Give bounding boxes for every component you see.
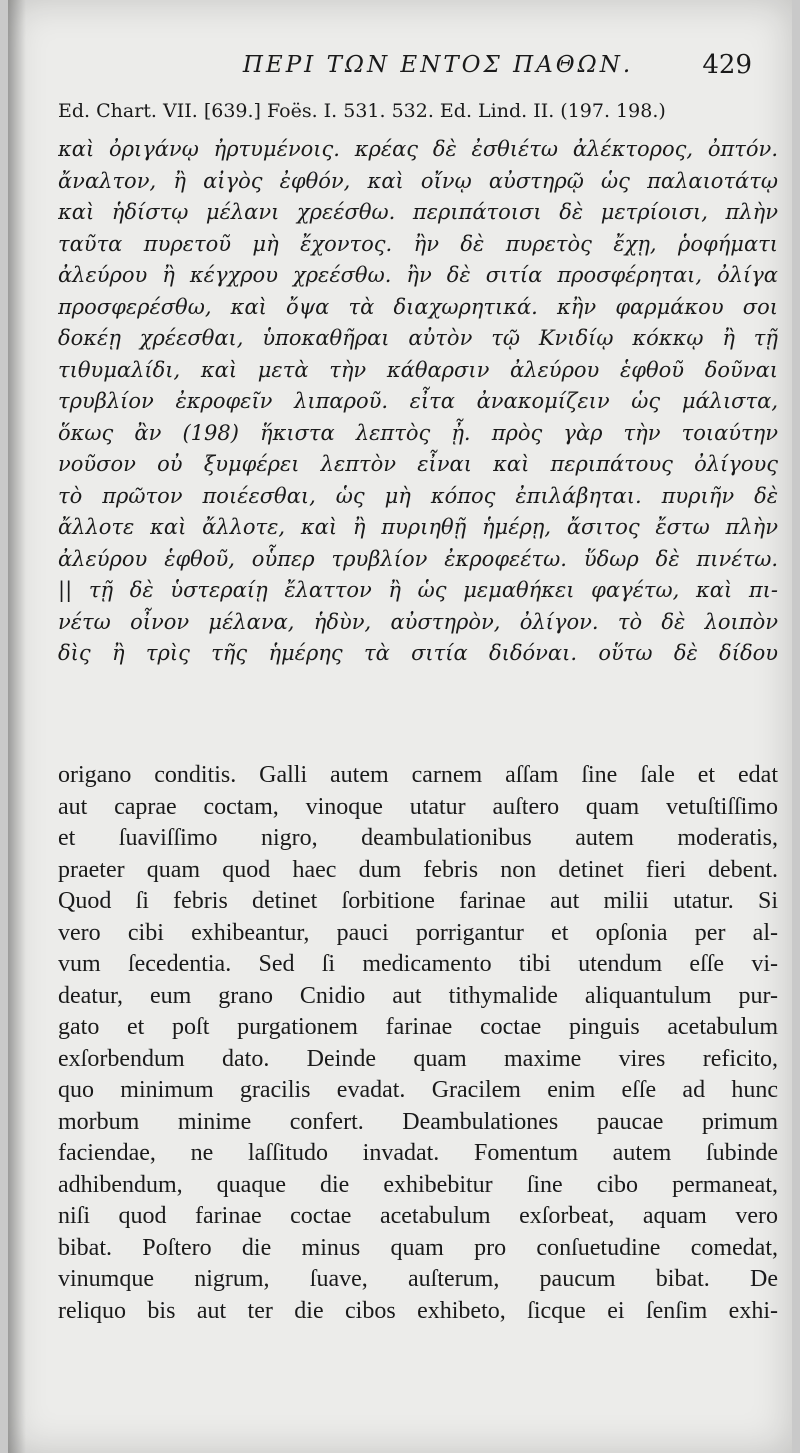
binding-shadow — [8, 0, 26, 1453]
latin-line: adhibendum, quaque die exhibebitur ſine cibo permaneat, — [58, 1171, 778, 1198]
latin-line: exſorbendum dato. Deinde quam maxime vires reficito, — [58, 1045, 778, 1072]
greek-line: ἀλεύρου ἑφθοῦ, οὗπερ τρυβλίον ἐκροφεέτω. ὕδωρ δὲ πινέτω. — [58, 546, 778, 571]
greek-line: δοκέῃ χρέεσθαι, ὑποκαθῆραι αὐτὸν τῷ Κνιδίῳ κόκκῳ ἢ τῇ — [58, 326, 778, 350]
greek-line: || τῇ δὲ ὑστεραίῃ ἔλαττον ἢ ὡς μεμαθήκει φαγέτω, καὶ πι- — [58, 578, 778, 602]
greek-line: ταῦτα πυρετοῦ μὴ ἔχοντος. ἢν δὲ πυρετὸς ἔχῃ, ῥοφήματι — [58, 231, 778, 256]
latin-line: et ſuaviſſimo nigro, deambulationibus autem moderatis, — [58, 825, 778, 851]
latin-line: bibat. Poſtero die minus quam pro conſuetudine comedat, — [58, 1234, 778, 1261]
greek-line: νοῦσον οὐ ξυμφέρει λεπτὸν εἶναι καὶ περιπάτους ὀλίγους — [58, 452, 778, 476]
greek-line: ὅκως ἂν (198) ἥκιστα λεπτὸς ᾖ. πρὸς γὰρ τὴν τοιαύτην — [58, 420, 778, 445]
running-head: ΠΕΡΙ ΤΩΝ ΕΝΤΟΣ ΠΑΘΩΝ. — [242, 52, 634, 78]
latin-line: vum ſecedentia. Sed ſi medicamento tibi utendum eſſe vi- — [58, 951, 778, 977]
greek-line: ἀλεύρου ἢ κέγχρου χρεέσθω. ἢν δὲ σιτία προσφέρηται, ὀλίγα — [58, 263, 778, 287]
greek-line: προσφερέσθω, καὶ ὄψα τὰ διαχωρητικά. κἢν φαρμάκου σοι — [58, 294, 778, 319]
book-page — [8, 0, 792, 1453]
latin-line: Quod ſi febris detinet ſorbitione farinae aut milii utatur. Si — [58, 888, 778, 914]
edition-reference-line: Ed. Chart. VII. [639.] Foës. I. 531. 532. Ed. Lind. II. (197. 198.) — [58, 100, 666, 122]
latin-line: faciendae, ne laſſitudo invadat. Fomentum autem ſubinde — [58, 1140, 778, 1166]
greek-line: ἄναλτον, ἢ αἰγὸς ἐφθόν, καὶ οἴνῳ αὐστηρῷ ὡς παλαιοτάτῳ — [58, 168, 778, 193]
greek-line: τρυβλίον ἐκροφεῖν λιπαροῦ. εἶτα ἀνακομίζειν ὡς μάλιστα, — [58, 389, 778, 413]
greek-line: καὶ ὀριγάνῳ ἠρτυμένοις. κρέας δὲ ἐσθιέτω ἀλέκτορος, ὀπτόν. — [58, 137, 778, 161]
latin-line: deatur, eum grano Cnidio aut tithymalide aliquantulum pur- — [58, 982, 778, 1009]
latin-line: quo minimum gracilis evadat. Gracilem enim eſſe ad hunc — [58, 1077, 778, 1103]
latin-line: niſi quod farinae coctae acetabulum exſorbeat, aquam vero — [58, 1203, 778, 1229]
greek-line: καὶ ἡδίστῳ μέλανι χρεέσθω. περιπάτοισι δὲ μετρίοισι, πλὴν — [58, 200, 778, 224]
latin-line: gato et poſt purgationem farinae coctae pinguis acetabulum — [58, 1014, 778, 1040]
latin-line: praeter quam quod haec dum febris non detinet fieri debent. — [58, 856, 778, 883]
page-number: 429 — [702, 50, 752, 80]
greek-line: δὶς ἢ τρὶς τῆς ἡμέρης τὰ σιτία διδόναι. οὕτω δὲ δίδου — [58, 641, 778, 665]
greek-line: ἄλλοτε καὶ ἄλλοτε, καὶ ἢ πυριηθῇ ἡμέρῃ, ἄσιτος ἔστω πλὴν — [58, 515, 778, 539]
latin-line: vero cibi exhibeantur, pauci porrigantur et opſonia per al- — [58, 919, 778, 946]
latin-line: reliquo bis aut ter die cibos exhibeto, ſicque ei ſenſim exhi- — [58, 1297, 778, 1324]
greek-line: τὸ πρῶτον ποιέεσθαι, ὡς μὴ κόπος ἐπιλάβηται. πυριῆν δὲ — [58, 483, 778, 508]
greek-line: τιθυμαλίδι, καὶ μετὰ τὴν κάθαρσιν ἀλεύρου ἑφθοῦ δοῦναι — [58, 357, 778, 382]
greek-text-block — [58, 134, 778, 670]
latin-line: morbum minime confert. Deambulationes paucae primum — [58, 1108, 778, 1135]
latin-line: origano conditis. Galli autem carnem aſſam ſine ſale et edat — [58, 762, 778, 788]
greek-line: νέτω οἶνον μέλανα, ἡδὺν, αὐστηρὸν, ὀλίγον. τὸ δὲ λοιπὸν — [58, 609, 778, 634]
latin-text-block — [58, 760, 778, 1327]
latin-line: aut caprae coctam, vinoque utatur auſtero quam vetuſtiſſimo — [58, 793, 778, 820]
latin-line: vinumque nigrum, ſuave, auſterum, paucum bibat. De — [58, 1266, 778, 1292]
